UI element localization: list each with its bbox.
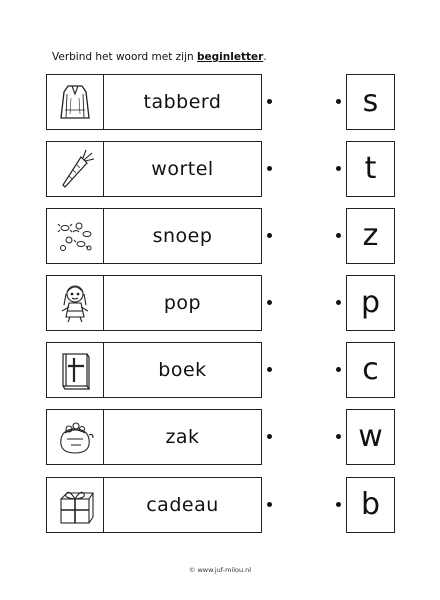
word-box bbox=[46, 141, 262, 197]
word-box bbox=[46, 477, 262, 533]
sack-icon bbox=[53, 415, 97, 459]
exercise-row bbox=[0, 141, 440, 197]
picture-cell bbox=[47, 478, 104, 532]
picture-cell bbox=[47, 276, 104, 330]
letter-box: w bbox=[346, 409, 395, 465]
word-label: snoep bbox=[152, 225, 213, 247]
word-connector-dot[interactable] bbox=[267, 233, 272, 238]
letter-connector-dot[interactable] bbox=[336, 166, 341, 171]
letter-box: t bbox=[346, 141, 395, 197]
word-connector-dot[interactable] bbox=[267, 166, 272, 171]
letter-connector-dot[interactable] bbox=[336, 300, 341, 305]
word-label: pop bbox=[163, 292, 202, 314]
book-icon bbox=[53, 348, 97, 392]
letter-box: c bbox=[346, 342, 395, 398]
gift-icon bbox=[53, 483, 97, 527]
letter-box: p bbox=[346, 275, 395, 331]
exercise-row bbox=[0, 74, 440, 130]
doll-icon bbox=[53, 281, 97, 325]
instruction-suffix: . bbox=[263, 51, 267, 63]
picture-cell bbox=[47, 410, 104, 464]
exercise-row bbox=[0, 208, 440, 264]
instruction-prefix: Verbind het woord met zijn bbox=[52, 51, 198, 63]
footer-copyright: © www.juf-milou.nl bbox=[188, 566, 252, 574]
word-box bbox=[46, 409, 262, 465]
picture-cell bbox=[47, 343, 104, 397]
letter-connector-dot[interactable] bbox=[336, 502, 341, 507]
word-label: tabberd bbox=[143, 91, 222, 113]
coat-icon bbox=[53, 80, 97, 124]
word-connector-dot[interactable] bbox=[267, 300, 272, 305]
word-label: cadeau bbox=[146, 494, 219, 516]
word-label: zak bbox=[165, 426, 200, 448]
candy-icon bbox=[53, 214, 97, 258]
picture-cell bbox=[47, 75, 104, 129]
word-connector-dot[interactable] bbox=[267, 99, 272, 104]
exercise-row bbox=[0, 477, 440, 533]
letter-box: b bbox=[346, 477, 395, 533]
letter-connector-dot[interactable] bbox=[336, 434, 341, 439]
word-connector-dot[interactable] bbox=[267, 434, 272, 439]
word-box bbox=[46, 74, 262, 130]
exercise-row bbox=[0, 275, 440, 331]
word-box bbox=[46, 208, 262, 264]
picture-cell bbox=[47, 142, 104, 196]
exercise-row bbox=[0, 409, 440, 465]
word-box bbox=[46, 342, 262, 398]
letter-box: z bbox=[346, 208, 395, 264]
picture-cell bbox=[47, 209, 104, 263]
word-connector-dot[interactable] bbox=[267, 367, 272, 372]
letter-connector-dot[interactable] bbox=[336, 367, 341, 372]
letter-connector-dot[interactable] bbox=[336, 99, 341, 104]
letter-box: s bbox=[346, 74, 395, 130]
word-label: boek bbox=[158, 359, 207, 381]
instruction-emphasis: beginletter bbox=[197, 51, 264, 63]
word-box bbox=[46, 275, 262, 331]
word-connector-dot[interactable] bbox=[267, 502, 272, 507]
carrot-icon bbox=[53, 147, 97, 191]
exercise-row bbox=[0, 342, 440, 398]
instruction bbox=[52, 50, 267, 64]
word-label: wortel bbox=[151, 158, 214, 180]
letter-connector-dot[interactable] bbox=[336, 233, 341, 238]
